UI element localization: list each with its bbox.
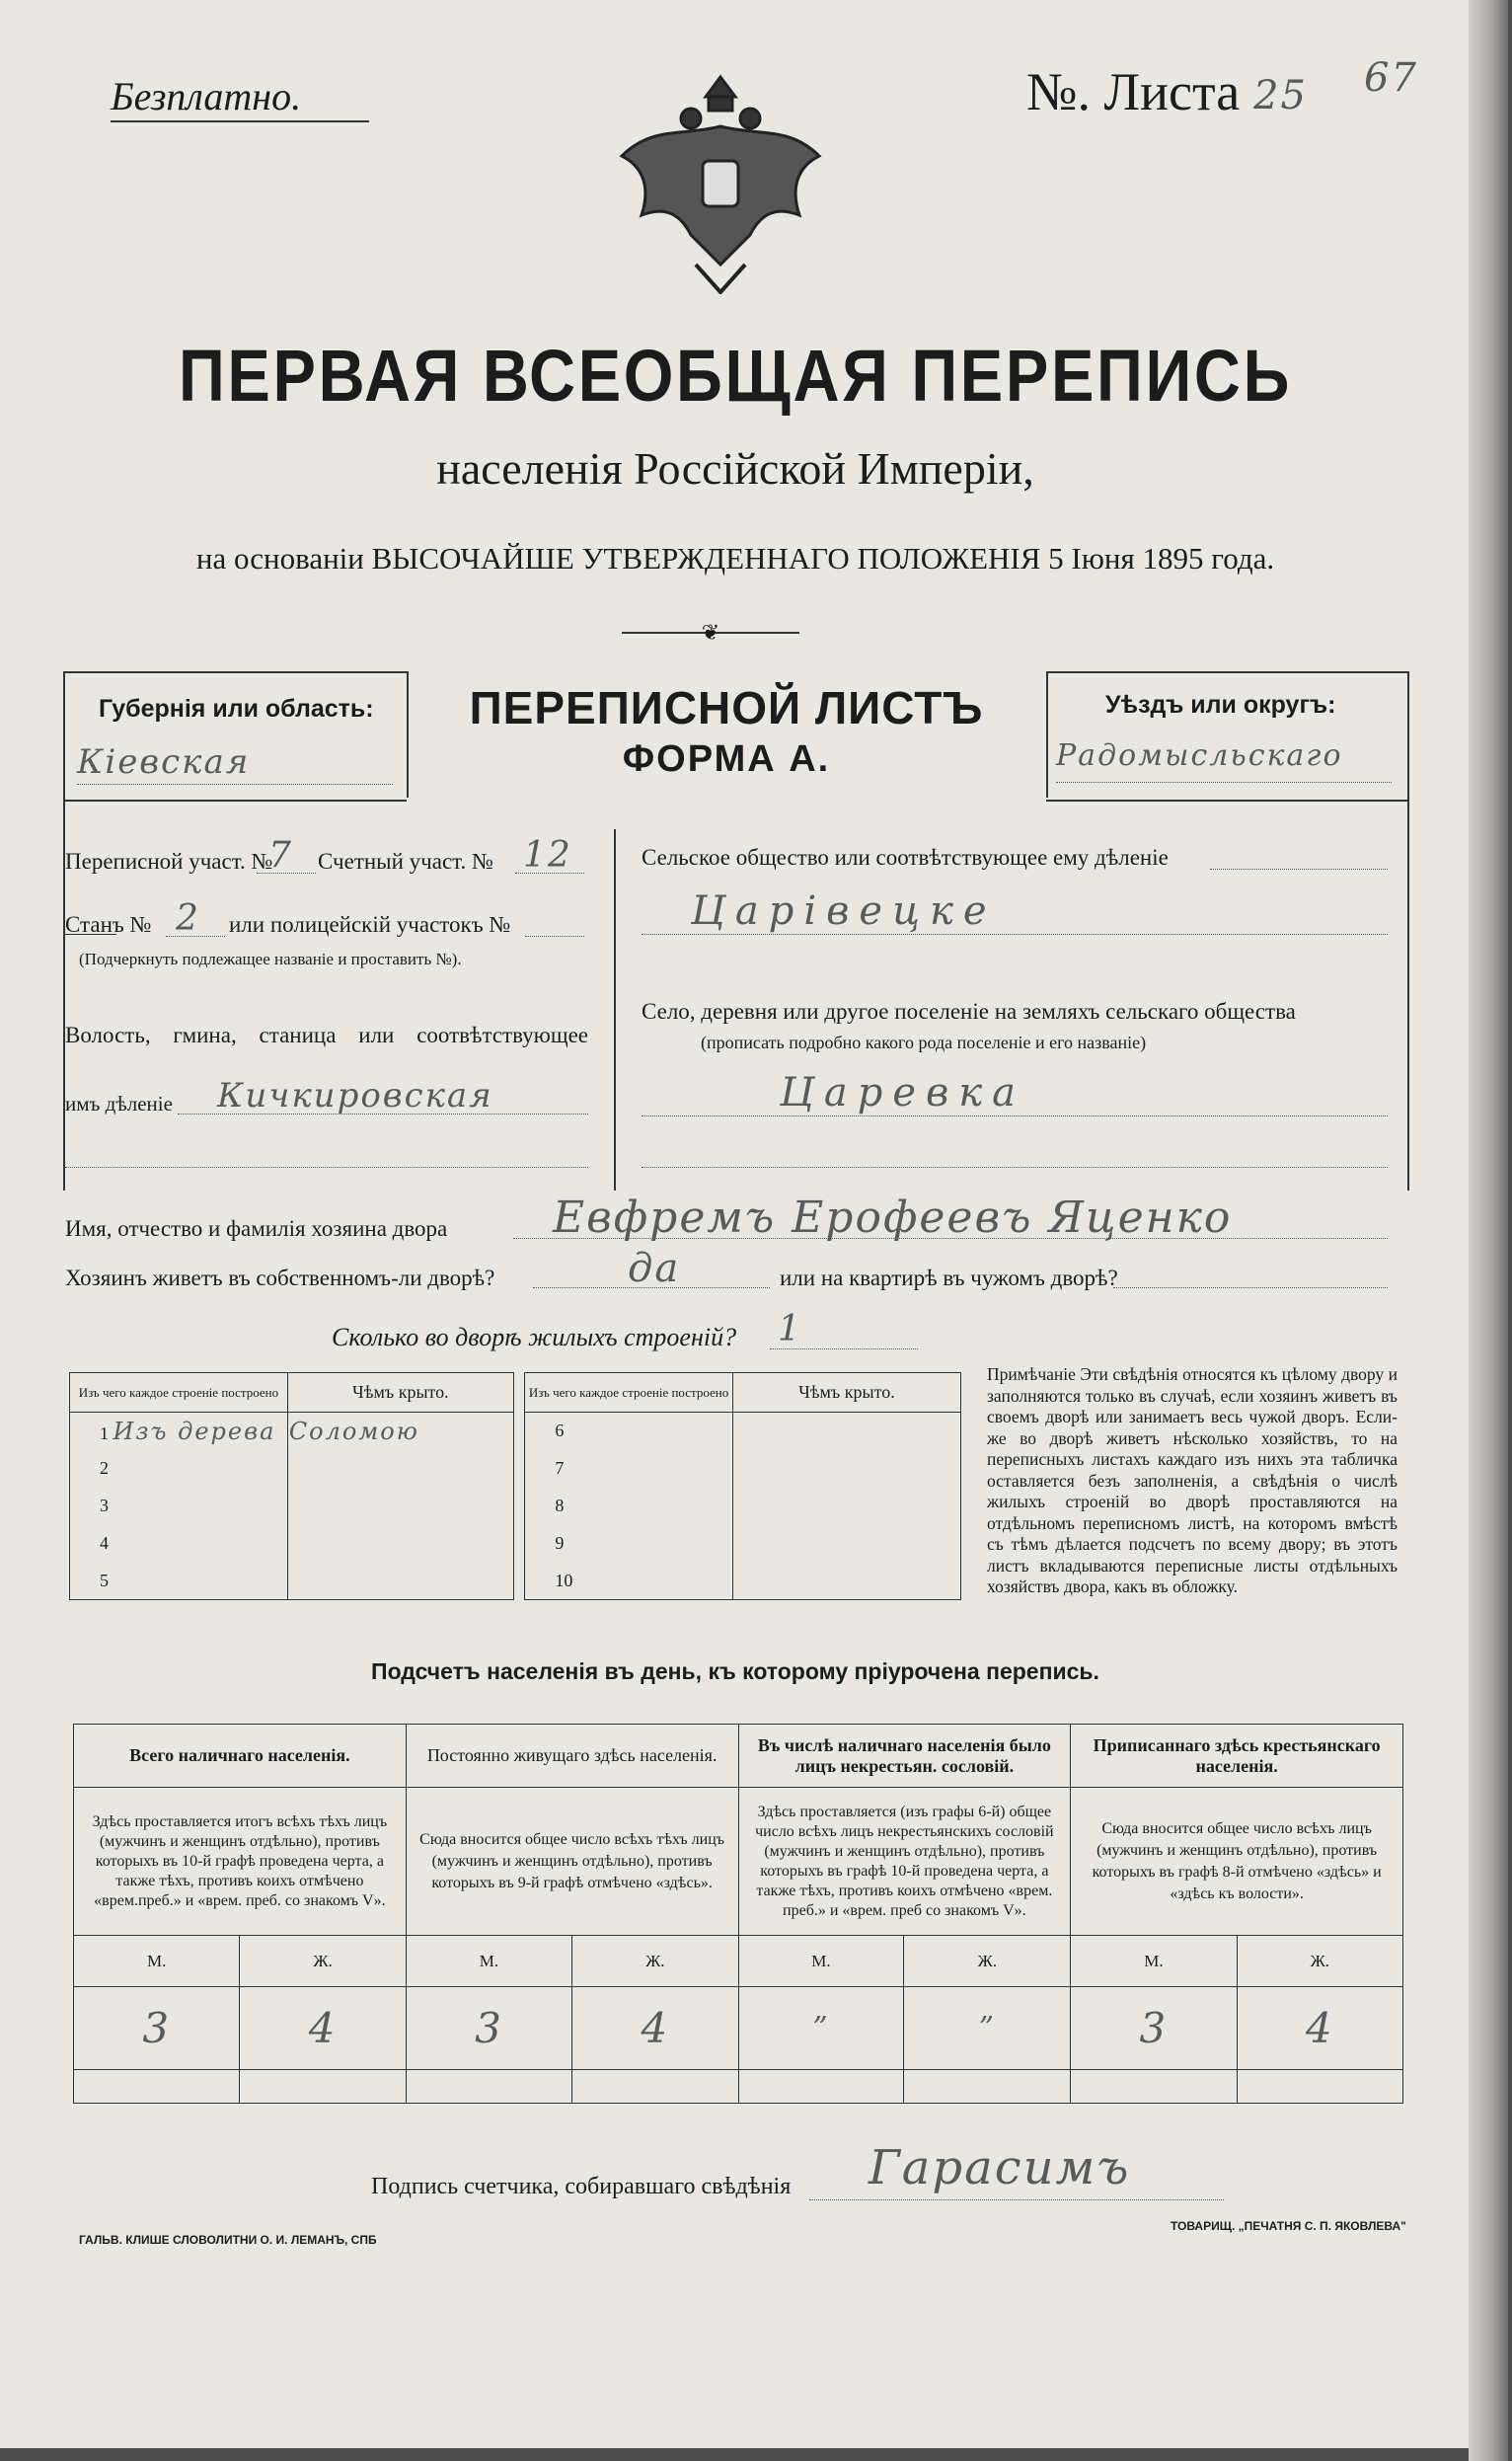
district-label: Уѣздъ или округъ: xyxy=(1105,691,1336,719)
owner-name-value: Евфремъ Ерофеевъ Яценко xyxy=(553,1192,1233,1243)
buildings-line xyxy=(770,1348,918,1349)
count-plot-value: 12 xyxy=(523,835,572,876)
society-label: Сельское общество или соотвѣтствующее ему дѣленіе xyxy=(642,845,1169,870)
signature-line xyxy=(809,2199,1224,2200)
buildings-value: 1 xyxy=(778,1309,802,1349)
rent-label: или на квартирѣ въ чужомъ дворѣ? xyxy=(780,1266,1118,1290)
pop-value: ” xyxy=(738,1987,904,2070)
pop-values-row xyxy=(74,1987,1403,2070)
gap-cell xyxy=(513,1563,524,1600)
village-line-2 xyxy=(642,1167,1388,1168)
pop-col-1-desc: Здѣсь проставляется итогъ всѣхъ тѣхъ лицъ (мужчинъ и женщинъ отдѣльно), противъ которыхъ въ 10-й графѣ проведена черта, а также тѣхъ, противъ коихъ отмѣчено «врем.преб.» и «врем. преб. со знакомъ V». xyxy=(74,1788,407,1936)
table-gap xyxy=(513,1373,524,1413)
empty-cell xyxy=(1237,2070,1402,2104)
divider-left xyxy=(407,671,409,798)
population-table xyxy=(73,1724,1403,2104)
village-line-1 xyxy=(642,1115,1388,1116)
empty-cell xyxy=(732,1563,960,1600)
gap-cell xyxy=(513,1488,524,1525)
row-number: 6 xyxy=(525,1413,732,1450)
signature-value: Гарасимъ xyxy=(869,2140,1131,2195)
own-yard-label: Хозяинъ живетъ въ собственномъ-ли дворѣ? xyxy=(65,1266,495,1290)
pop-col-2-title: Постоянно живущаго здѣсь населенія. xyxy=(406,1725,738,1788)
divider-right xyxy=(1046,671,1048,798)
form-name-box xyxy=(407,663,1046,802)
pop-col-1-title: Всего наличнаго населенія. xyxy=(74,1725,407,1788)
empty-cell xyxy=(732,1525,960,1563)
district-line xyxy=(1056,782,1392,783)
empty-cell xyxy=(240,2070,406,2104)
count-plot-line xyxy=(515,873,584,874)
empty-cell xyxy=(287,1525,513,1563)
empty-cell xyxy=(406,2070,571,2104)
pop-value: 4 xyxy=(240,1987,406,2070)
empty-cell xyxy=(287,1450,513,1488)
empty-cell xyxy=(1071,2070,1237,2104)
volost-label-2: имъ дѣленіе xyxy=(65,1092,173,1115)
table-row xyxy=(70,1450,961,1488)
table-row xyxy=(70,1525,961,1563)
row-number: 4 xyxy=(70,1525,288,1563)
police-line xyxy=(525,936,584,937)
volost-line xyxy=(178,1114,588,1115)
volost-value: Кичкировская xyxy=(217,1076,493,1115)
free-label: Безплатно. xyxy=(111,74,302,118)
document-title: ПЕРВАЯ ВСЕОБЩАЯ ПЕРЕПИСЬ xyxy=(178,335,1293,417)
archive-page-number: 67 xyxy=(1364,55,1418,101)
col-material-left: Изъ чего каждое строеніе построено xyxy=(70,1373,288,1413)
pop-col-3-desc: Здѣсь проставляется (изъ графы 6-й) общее число всѣхъ лицъ некрестьянскихъ сословій (мужчинъ и женщинъ отдѣльно), противъ которыхъ въ графѣ 10-й проведена черта, а также тѣхъ, противъ коихъ отмѣчено «врем. преб.» и «врем. преб со знакомъ V». xyxy=(738,1788,1071,1936)
pop-m-header: М. xyxy=(738,1936,904,1987)
owner-name-line xyxy=(513,1238,1388,1239)
pop-value: 4 xyxy=(572,1987,738,2070)
province-line xyxy=(77,784,393,785)
pop-value: 3 xyxy=(74,1987,240,2070)
pop-f-header: Ж. xyxy=(904,1936,1071,1987)
district-value: Радомысльскаго xyxy=(1056,738,1343,773)
pop-f-header: Ж. xyxy=(1237,1936,1402,1987)
empty-cell xyxy=(74,2070,240,2104)
footer-right-imprint: ТОВАРИЩ. „ПЕЧАТНЯ С. П. ЯКОВЛЕВА" xyxy=(1171,2219,1406,2233)
pop-m-header: М. xyxy=(1071,1936,1237,1987)
table-row xyxy=(70,1413,961,1450)
location-divider xyxy=(614,829,616,1191)
col-material-right: Изъ чего каждое строеніе построено xyxy=(525,1373,732,1413)
document-basis: на основаніи ВЫСОЧАЙШЕ УТВЕРЖДЕННАГО ПОЛОЖЕНІЯ 5 Іюня 1895 года. xyxy=(195,541,1275,576)
table-row xyxy=(70,1563,961,1600)
empty-cell xyxy=(738,2070,904,2104)
census-plot-label: Переписной участ. № xyxy=(65,849,273,874)
society-line-1 xyxy=(1210,869,1388,870)
village-note: (прописать подробно какого рода поселеніе и его названіе) xyxy=(701,1033,1147,1052)
stan-value: 2 xyxy=(176,898,200,939)
village-value: Царевка xyxy=(780,1070,1026,1115)
empty-cell xyxy=(732,1450,960,1488)
buildings-table xyxy=(69,1372,961,1600)
empty-cell xyxy=(904,2070,1071,2104)
empty-cell xyxy=(732,1413,960,1450)
stan-line xyxy=(166,936,225,937)
pop-f-header: Ж. xyxy=(572,1936,738,1987)
free-underline xyxy=(111,120,369,122)
village-label: Село, деревня или другое поселеніе на земляхъ сельскаго общества xyxy=(642,999,1296,1024)
own-yard-value: да xyxy=(628,1246,681,1291)
rent-line xyxy=(1113,1287,1388,1288)
police-label: или полицейскій участокъ № xyxy=(229,912,511,937)
sheet-number-label: №. Листа xyxy=(1026,62,1241,121)
row-number: 10 xyxy=(525,1563,732,1600)
row-number: 2 xyxy=(70,1450,288,1488)
province-value: Кіевская xyxy=(77,742,251,782)
stan-label: Станъ № xyxy=(65,912,152,937)
pop-m-header: М. xyxy=(74,1936,240,1987)
table-row xyxy=(70,1488,961,1525)
police-note: (Подчеркнуть подлежащее названіе и проставить №). xyxy=(79,950,462,968)
row-number: 1 xyxy=(100,1423,109,1443)
pop-col-3-title: Въ числѣ наличнаго населенія было лицъ некрестьян. сословій. xyxy=(738,1725,1071,1788)
roof-value: Соломою xyxy=(288,1417,419,1445)
pop-value: 3 xyxy=(1071,1987,1237,2070)
pop-value: 4 xyxy=(1237,1987,1402,2070)
society-value: Царівецке xyxy=(691,888,997,934)
buildings-label: Сколько во дворѣ жилыхъ строеній? xyxy=(332,1323,737,1351)
signature-label: Подпись счетчика, собиравшаго свѣдѣнія xyxy=(371,2174,792,2199)
pop-value: ” xyxy=(904,1987,1071,2070)
building-roof-value xyxy=(287,1413,513,1450)
census-plot-value: 7 xyxy=(268,835,293,876)
form-name-line2: ФОРМА А. xyxy=(622,738,831,780)
pop-m-header: М. xyxy=(406,1936,571,1987)
own-yard-line xyxy=(533,1287,770,1288)
gap-cell xyxy=(513,1450,524,1488)
buildings-note: Примѣчаніе Эти свѣдѣнія относятся къ цѣлому двору и заполняются только въ случаѣ, если хозяинъ живетъ въ своемъ дворѣ или занимаетъ весь чужой дворъ. Если-же во дворѣ живетъ нѣсколько хозяйствъ, то на переписныхъ листахъ каждаго изъ нихъ эта табличка оставляется безъ заполненія, а свѣдѣнія о числѣ жилыхъ строеній во дворѣ проставляются на отдѣльномъ переписномъ листѣ, на которомъ вмѣстѣ съ тѣмъ дѣлается подсчетъ по всему двору; въ этотъ листъ вкладываются переписные листы отдѣльныхъ хозяйствъ двора, какъ въ обложку. xyxy=(987,1364,1398,1596)
empty-cell xyxy=(572,2070,738,2104)
owner-name-label: Имя, отчество и фамилія хозяина двора xyxy=(65,1216,448,1241)
volost-label: Волость, гмина, станица или соотвѣтствующее xyxy=(65,1023,588,1047)
census-plot-line xyxy=(257,873,316,874)
double-headed-eagle-emblem xyxy=(612,67,829,294)
pop-value: 3 xyxy=(406,1987,571,2070)
empty-cell xyxy=(732,1488,960,1525)
sheet-number-value: 25 xyxy=(1253,73,1308,118)
pop-col-2-desc: Сюда вносится общее число всѣхъ тѣхъ лицъ (мужчинъ и женщинъ отдѣльно), противъ которыхъ въ 9-й графѣ отмѣчено «здѣсь». xyxy=(406,1788,738,1936)
form-name-line1: ПЕРЕПИСНОЙ ЛИСТЪ xyxy=(469,682,984,733)
count-plot-label: Счетный участ. № xyxy=(318,849,493,874)
society-line-2 xyxy=(642,934,1388,935)
pop-col-4-desc: Сюда вносится общее число всѣхъ лицъ (мужчинъ и женщинъ отдѣльно), противъ которыхъ въ графѣ 8-й отмѣчено «здѣсь» и «здѣсь къ волости». xyxy=(1071,1788,1403,1936)
col-roof-left: Чѣмъ крыто. xyxy=(287,1373,513,1413)
volost-line-2 xyxy=(65,1167,588,1168)
pop-col-4-title: Приписаннаго здѣсь крестьянскаго населенія. xyxy=(1071,1725,1403,1788)
row-number: 3 xyxy=(70,1488,288,1525)
empty-cell xyxy=(287,1488,513,1525)
population-heading: Подсчетъ населенія въ день, къ которому пріурочена перепись. xyxy=(371,1658,1099,1684)
pop-f-header: Ж. xyxy=(240,1936,406,1987)
document-subtitle: населенія Россійской Имперіи, xyxy=(436,443,1034,494)
gap-cell xyxy=(513,1525,524,1563)
row-number: 8 xyxy=(525,1488,732,1525)
province-label: Губернія или область: xyxy=(99,695,374,723)
col-roof-right: Чѣмъ крыто. xyxy=(732,1373,960,1413)
row-number: 9 xyxy=(525,1525,732,1563)
row-number: 5 xyxy=(70,1563,288,1600)
building-material-cell xyxy=(70,1413,288,1450)
empty-cell xyxy=(287,1563,513,1600)
row-number: 7 xyxy=(525,1450,732,1488)
gap-cell xyxy=(513,1413,524,1450)
building-material-value: Изъ дерева xyxy=(113,1417,276,1445)
footer-left-imprint: ГАЛЬВ. КЛИШЕ СЛОВОЛИТНИ О. И. ЛЕМАНЪ, СПБ xyxy=(79,2233,377,2247)
stan-underline xyxy=(65,934,116,935)
ornament-icon: ❦ xyxy=(701,620,720,645)
